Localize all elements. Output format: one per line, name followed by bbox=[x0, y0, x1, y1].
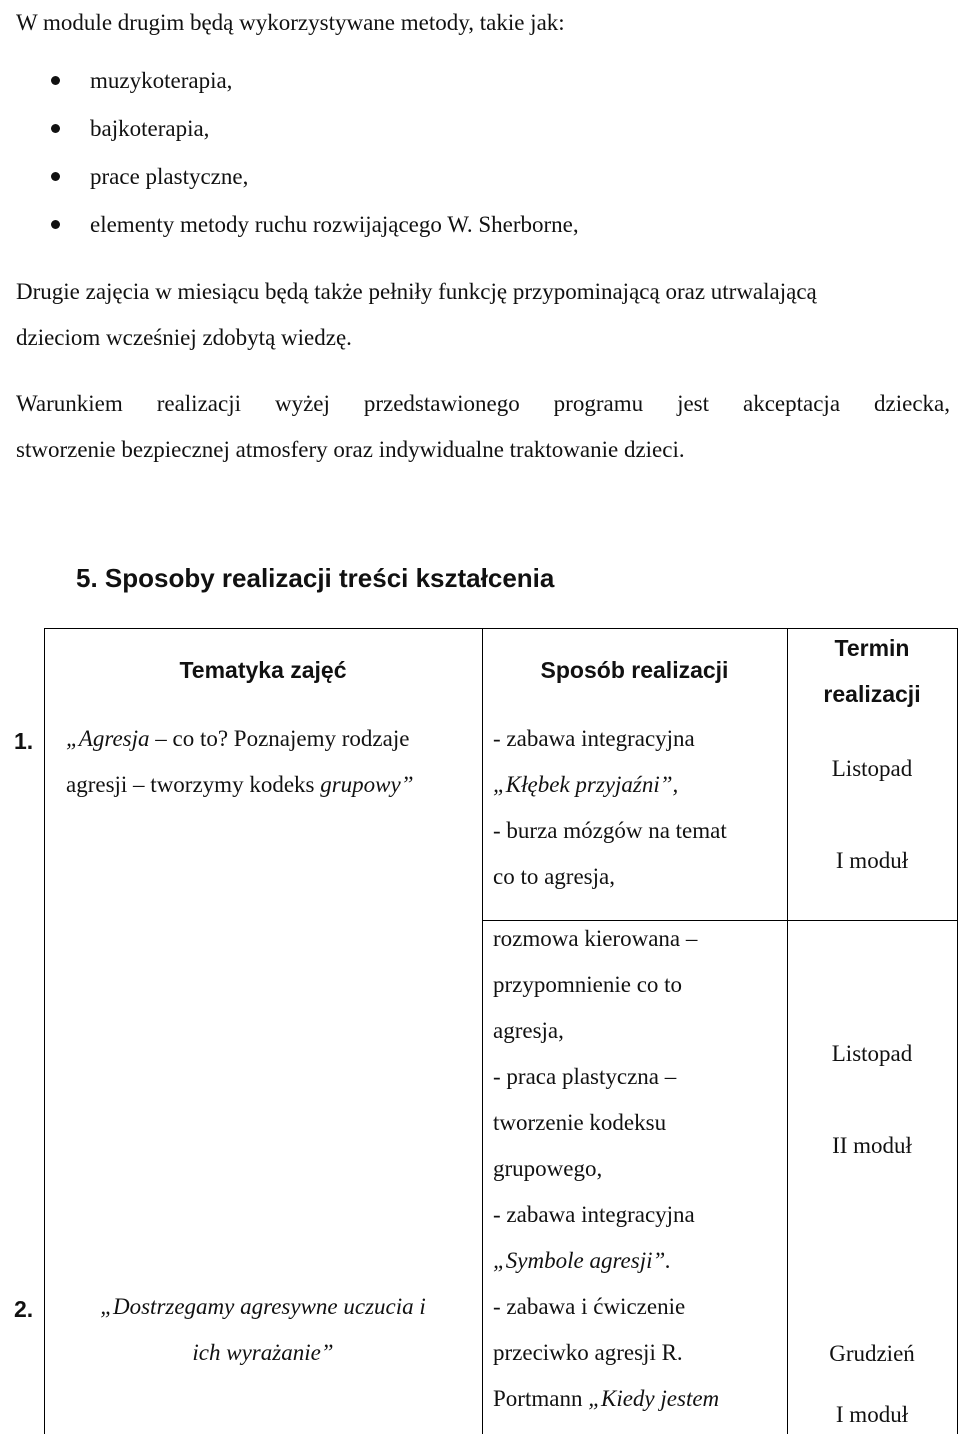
term-month: Grudzień bbox=[829, 1341, 915, 1366]
method-line: Portmann „Kiedy jestem bbox=[493, 1386, 720, 1411]
list-item: elementy metody ruchu rozwijającego W. Sherborne, bbox=[0, 201, 579, 249]
method-line: agresja, bbox=[493, 1018, 564, 1043]
method-line: „Symbole agresji”. bbox=[493, 1248, 672, 1273]
method-line: rozmowa kierowana – bbox=[493, 926, 698, 951]
method-line: „Kłębek przyjaźni”, bbox=[493, 772, 679, 797]
method-line: co to agresja, bbox=[493, 864, 615, 889]
topic-line: „Dostrzegamy agresywne uczucia i bbox=[100, 1294, 426, 1319]
method-line: tworzenie kodeksu bbox=[493, 1110, 667, 1135]
table-border bbox=[957, 628, 958, 1434]
paragraph-conditions: Warunkiem realizacji wyżej przedstawionego programu jest akceptacja dziecka, stworzenie bezpiecznej atmosfery oraz indywidualne traktowanie dzieci. bbox=[16, 391, 950, 462]
topic-line: agresji – tworzymy kodeks grupowy” bbox=[66, 772, 414, 797]
method-line: - praca plastyczna – bbox=[493, 1064, 677, 1089]
term-module: I moduł bbox=[835, 1402, 909, 1427]
list-item: prace plastyczne, bbox=[0, 153, 579, 201]
table-border bbox=[482, 628, 483, 1434]
method-line: - zabawa i ćwiczenie bbox=[493, 1294, 686, 1319]
paragraph-reminder: Drugie zajęcia w miesiącu będą także pełniły funkcję przypominającą oraz utrwalającą dzieciom wcześniej zdobytą wiedzę. bbox=[16, 279, 817, 350]
method-line: przeciwko agresji R. bbox=[493, 1340, 683, 1365]
term-month: Listopad bbox=[831, 1041, 913, 1066]
bullet-icon bbox=[51, 220, 60, 229]
intro-text: W module drugim będą wykorzystywane metody, takie jak: bbox=[16, 10, 565, 35]
method-line: przypomnienie co to bbox=[493, 972, 683, 997]
term-module: I moduł bbox=[835, 848, 909, 873]
header-method: Sposób realizacji bbox=[540, 657, 729, 683]
header-term: realizacji bbox=[823, 681, 921, 707]
term-module: II moduł bbox=[832, 1133, 912, 1158]
row-number: 2. bbox=[14, 1296, 34, 1322]
section-heading: 5. Sposoby realizacji treści kształcenia bbox=[76, 563, 555, 593]
bullet-icon bbox=[51, 172, 60, 181]
row-number: 1. bbox=[14, 728, 34, 754]
term-month: Listopad bbox=[831, 756, 913, 781]
method-line: - zabawa integracyjna bbox=[493, 726, 695, 751]
header-topic: Tematyka zajęć bbox=[179, 657, 347, 683]
method-line: - burza mózgów na temat bbox=[493, 818, 727, 843]
topic-line: „Agresja – co to? Poznajemy rodzaje bbox=[66, 726, 410, 751]
method-line: - zabawa integracyjna bbox=[493, 1202, 695, 1227]
bullet-icon bbox=[51, 124, 60, 133]
list-item: muzykoterapia, bbox=[0, 57, 579, 105]
topic-line: ich wyrażanie” bbox=[192, 1340, 334, 1365]
methods-list bbox=[0, 57, 579, 249]
bullet-icon bbox=[51, 76, 60, 85]
list-item: bajkoterapia, bbox=[0, 105, 579, 153]
method-line: grupowego, bbox=[493, 1156, 603, 1181]
header-term: Termin bbox=[834, 635, 910, 661]
